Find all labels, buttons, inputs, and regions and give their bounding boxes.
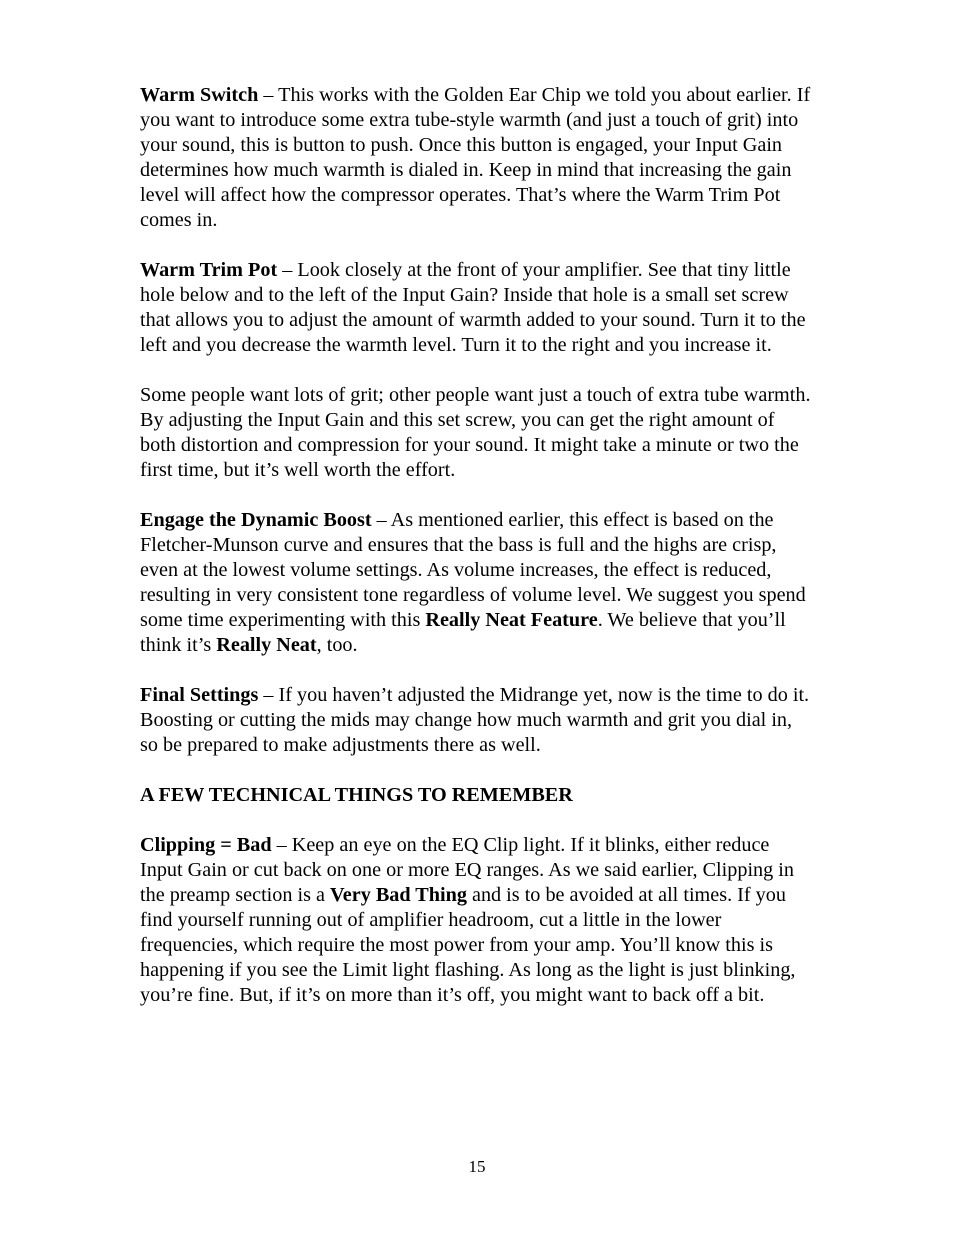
warm-switch-term: Warm Switch bbox=[140, 84, 259, 106]
clipping-emphasis: Very Bad Thing bbox=[330, 884, 467, 906]
warm-switch-text: – This works with the Golden Ear Chip we told you about earlier. If you want to introduce some extra tube-style warmth (and just a touch of grit) into your sound, this is button to push. Once this button is engaged, your Input Gain determines how much warmth is dialed in. Keep in mind that increasing the gain level will affect how the compressor operates. That’s where the Warm Trim Pot comes in. bbox=[140, 84, 811, 231]
dynamic-boost-emphasis-1: Really Neat Feature bbox=[425, 609, 598, 631]
warm-switch-paragraph bbox=[140, 83, 812, 233]
dynamic-boost-text-3: , too. bbox=[316, 634, 358, 656]
final-settings-paragraph bbox=[140, 683, 812, 758]
clipping-term: Clipping = Bad bbox=[140, 834, 272, 856]
warm-trim-pot-term: Warm Trim Pot bbox=[140, 259, 278, 281]
clipping-paragraph bbox=[140, 833, 812, 1008]
final-settings-text: – If you haven’t adjusted the Midrange yet, now is the time to do it. Boosting or cutting the mids may change how much warmth and grit you dial in, so be prepared to make adjustments there as well. bbox=[140, 684, 810, 756]
warm-trim-pot-paragraph bbox=[140, 258, 812, 358]
technical-heading: A FEW TECHNICAL THINGS TO REMEMBER bbox=[140, 784, 573, 806]
grit-paragraph bbox=[140, 383, 812, 483]
clipping-text-1: – Keep an eye on the EQ Clip light. If it blinks, either reduce Input Gain or cut back on one or more EQ ranges. As we said earlier, Clipping in the preamp section is a bbox=[140, 834, 794, 906]
final-settings-term: Final Settings bbox=[140, 684, 259, 706]
warm-trim-pot-text: – Look closely at the front of your amplifier. See that tiny little hole below and to the left of the Input Gain? Inside that hole is a small set screw that allows you to adjust the amount of warmth added to your sound. Turn it to the left and you decrease the warmth level. Turn it to the right and you increase it. bbox=[140, 259, 806, 356]
grit-text: Some people want lots of grit; other people want just a touch of extra tube warmth. By adjusting the Input Gain and this set screw, you can get the right amount of both distortion and compression for your sound. It might take a minute or two the first time, but it’s well worth the effort. bbox=[140, 384, 811, 481]
dynamic-boost-text-2: . We believe that you’ll think it’s bbox=[140, 609, 786, 656]
page-content bbox=[140, 83, 812, 1033]
dynamic-boost-paragraph bbox=[140, 508, 812, 658]
clipping-text-2: and is to be avoided at all times. If you find yourself running out of amplifier headroom, cut a little in the lower frequencies, which require the most power from your amp. You’ll know this is happening if you see the Limit light flashing. As long as the light is just blinking, you’re fine. But, if it’s on more than it’s off, you might want to back off a bit. bbox=[140, 884, 796, 1006]
page-number: 15 bbox=[468, 1157, 486, 1176]
dynamic-boost-term: Engage the Dynamic Boost bbox=[140, 509, 372, 531]
dynamic-boost-text-1: – As mentioned earlier, this effect is based on the Fletcher-Munson curve and ensures that the bass is full and the highs are crisp, even at the lowest volume settings. As volume increases, the effect is reduced, resulting in very consistent tone regardless of volume level. We suggest you spend some time experimenting with this bbox=[140, 509, 806, 631]
dynamic-boost-emphasis-2: Really Neat bbox=[216, 634, 317, 656]
